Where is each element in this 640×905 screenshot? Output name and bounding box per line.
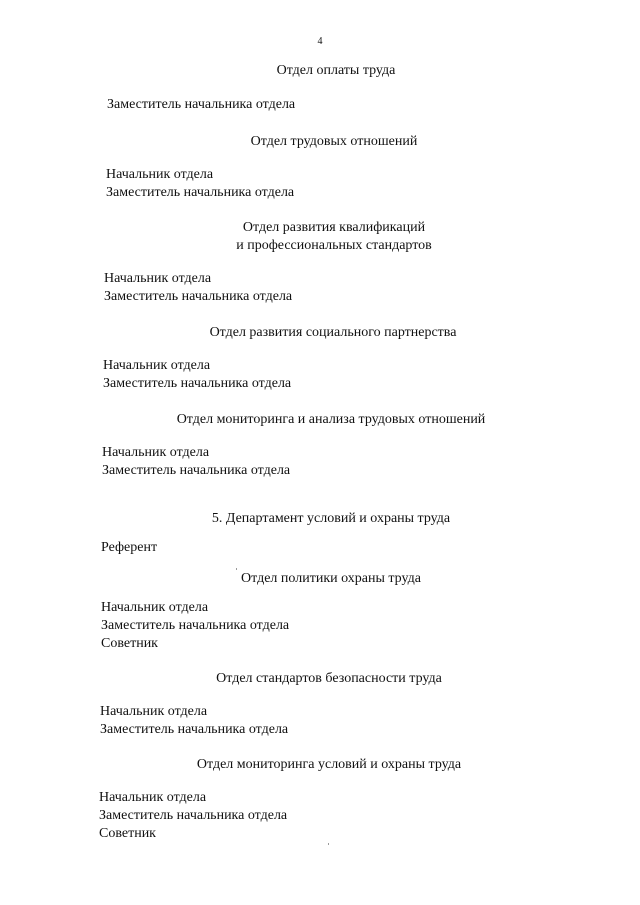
section-heading-social-partnership: Отдел развития социального партнерства: [209, 325, 457, 340]
scan-speck: [236, 568, 237, 570]
section-heading-monitoring-analysis: Отдел мониторинга и анализа трудовых отношений: [176, 412, 486, 427]
section-heading-labor-relations: Отдел трудовых отношений: [250, 134, 418, 149]
position-line: Начальник отдела: [101, 600, 209, 615]
section-heading-wage-department: Отдел оплаты труда: [276, 63, 396, 78]
position-line: Заместитель начальника отдела: [101, 618, 290, 633]
position-line: Заместитель начальника отдела: [107, 97, 296, 112]
section-heading-safety-policy: Отдел политики охраны труда: [241, 571, 421, 586]
section-heading-conditions-monitoring: Отдел мониторинга условий и охраны труда: [196, 757, 462, 772]
position-line: Начальник отдела: [100, 704, 208, 719]
position-line: Заместитель начальника отдела: [99, 808, 288, 823]
position-line: Советник: [101, 636, 158, 651]
scan-speck: [328, 843, 329, 845]
section-heading-safety-standards: Отдел стандартов безопасности труда: [216, 671, 442, 686]
section-heading-line: Отдел развития квалификаций: [242, 220, 426, 235]
position-line: Советник: [99, 826, 156, 841]
section-heading-qualifications: [236, 219, 432, 255]
position-line: Заместитель начальника отдела: [100, 722, 289, 737]
section-heading-line: и профессиональных стандартов: [236, 238, 432, 253]
position-line: Начальник отдела: [102, 445, 210, 460]
position-line: Начальник отдела: [103, 358, 211, 373]
page-number: 4: [317, 36, 323, 47]
position-line: Начальник отдела: [106, 167, 214, 182]
position-line: Начальник отдела: [99, 790, 207, 805]
department-heading: 5. Департамент условий и охраны труда: [211, 511, 451, 526]
position-line: Заместитель начальника отдела: [103, 376, 292, 391]
position-line: Начальник отдела: [104, 271, 212, 286]
position-line: Заместитель начальника отдела: [102, 463, 291, 478]
position-line: Референт: [101, 540, 158, 555]
position-line: Заместитель начальника отдела: [104, 289, 293, 304]
position-line: Заместитель начальника отдела: [106, 185, 295, 200]
